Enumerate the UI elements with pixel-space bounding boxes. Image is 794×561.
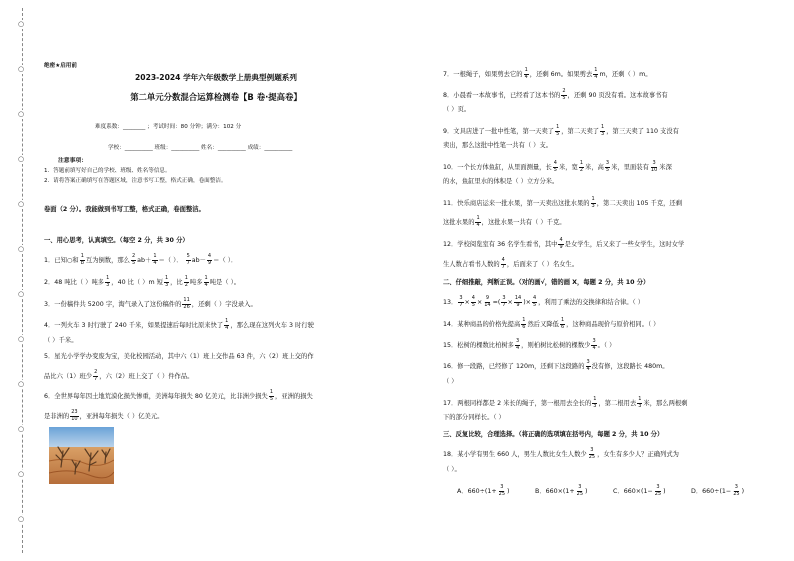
binding-mark: ○ (18, 470, 25, 478)
option-d: D．660÷(1− $\frac{3}{25}$ ) (691, 484, 745, 497)
student-info: 学校：__________ 班级：__________ 姓名：__________ 成绩：__________ (108, 145, 293, 151)
question-17-cont: 下的部分同样长。（ ） (443, 414, 505, 421)
binding-mark: ○ (18, 155, 25, 163)
section-1-heading: 一、用心思考，认真填空。（每空 2 分，共 30 分） (44, 237, 189, 244)
question-2: 2．48 吨比（ ）吨多 $\frac{1}{3}$ ，40 比（ ）m 短 $\frac{1}{3}$ ，比 $\frac{1}{2}$ 吨多 $\frac{1}{4}$ 吨是（ ）。 (44, 275, 241, 288)
option-b: B．660×(1+ $\frac{3}{25}$ ) (535, 484, 588, 497)
notes-heading: 注意事项： (58, 158, 87, 164)
question-5: 5．星光小学学办变废为宝，美化校园活动，其中六（1）班上交作品 63 件，六（2）班上交的作 (44, 353, 314, 360)
question-11: 11．快乐商店运来一批水果，第一天卖出这批水果的 $\frac{1}{3}$ ，第二天卖出 105 千克，还剩 (443, 196, 683, 209)
question-6-cont: 是非洲的 $\frac{23}{10}$ ，亚洲每年损失（ ）亿美元。 (44, 409, 164, 422)
question-10: 10．一个长方体鱼缸，从里面测量，长 $\frac{4}{5}$ 米，宽 $\frac{1}{2}$ 米，高 $\frac{3}{5}$ 米，里面装有 $\frac{3}{10}$ 米深 (443, 160, 672, 173)
binding-mark: ○ (18, 380, 25, 388)
secret-label: 绝密★启用前 (44, 63, 77, 69)
exam-meta: 难度系数：________ ；考试时间：80 分钟；满分：102 分 (95, 124, 242, 130)
binding-margin (0, 0, 30, 561)
option-c: C．660×(1− $\frac{3}{25}$ ) (613, 484, 666, 497)
question-1: 1．已知○和 $\frac{1}{b}$ 互为倒数，那么 $\frac{2}{5}$ ab＋ $\frac{1}{4}$ ＝（ ）． $\frac{5}{7}$ ab－ $\frac{4}{9}$ ＝（ ）． (44, 253, 238, 266)
question-4: 4．一列火车 3 时行驶了 240 千米，如果提速后每时比原来快了 $\frac{1}{4}$ ，那么现在这列火车 3 时行驶 (44, 318, 314, 331)
page-title: 2023-2024 学年六年级数学上册典型例题系列 (135, 73, 297, 82)
question-7: 7．一根绳子，如果剪去它的 $\frac{1}{4}$ ，还剩 6m。如果剪去 $\frac{1}{4}$ m，还剩（ ）m。 (443, 67, 652, 80)
binding-mark: ○ (18, 290, 25, 298)
section-3-heading: 三、反复比较，合理选择。（将正确的选项填在括号内，每题 2 分，共 10 分） (443, 431, 664, 438)
note-1: 1．答题前填写好自己的学校、班级、姓名等信息。 (44, 168, 171, 174)
question-12-cont: 生人数占看书人数的 $\frac{4}{7}$ ，后面来了（ ）名女生。 (443, 257, 579, 270)
question-3: 3．一份稿件共 5200 字，淘气录入了这份稿件的 $\frac{11}{26}$ ，还剩（ ）字没录入。 (44, 297, 257, 310)
section-2-heading: 二、仔细推敲，判断正误。（对的画√，错的画 X，每题 2 分，共 10 分） (443, 279, 650, 286)
page-subtitle: 第二单元分数混合运算检测卷【B 卷·提高卷】 (130, 92, 302, 102)
question-13: 13． $\frac{3}{7}$ × $\frac{4}{5}$ × $\frac{9}{14}$ =( $\frac{3}{7}$ × $\frac{14}{9}$ )× $\frac{4}{5}$ ，利用了乘法的交换律和结合律。（ ） (443, 295, 645, 308)
question-6: 6．全世界每年因土地荒漠化损失惨重，美洲每年损失 80 亿美元，比非洲少损失 $\frac{1}{5}$ ，亚洲的损失 (44, 389, 313, 402)
neatness-item: 卷面（2 分）。我能做到书写工整，格式正确，卷面整洁。 (44, 206, 205, 213)
desert-photo (49, 427, 114, 484)
binding-mark: ○ (18, 245, 25, 253)
question-14: 14．某种商品的价格先提高 $\frac{1}{6}$ 然后又降低 $\frac{1}{6}$ ，这种商品现价与原价相同。（ ） (443, 317, 660, 330)
question-16: 16．修一段路，已经修了 120m，还剩下这段路的 $\frac{3}{4}$ 没有修，这段路长 480m。 (443, 359, 669, 372)
binding-mark: ○ (18, 515, 25, 523)
binding-mark: ○ (18, 200, 25, 208)
question-4-cont: （ ）千米。 (44, 337, 78, 344)
binding-mark: ○ (18, 425, 25, 433)
binding-mark: ○ (18, 20, 25, 28)
note-2: 2．请将答案正确填写在答题区域，注意书写工整，格式正确，卷面整洁。 (44, 178, 227, 184)
binding-mark: ○ (18, 65, 25, 73)
binding-mark: ○ (18, 110, 25, 118)
question-9-cont: 卖出，那么这批中性笔一共有（ ）支。 (443, 142, 553, 149)
question-10-cont: 的水，鱼缸里水的体积是（ ）立方分米。 (443, 178, 559, 185)
question-18: 18．某小学有男生 660 人，男生人数比女生人数少 $\frac{3}{25}$ ，女生有多少人？正确列式为 (443, 447, 679, 460)
option-a: A．660÷(1+ $\frac{3}{25}$ ) (457, 484, 510, 497)
question-11-cont: 这批水果的 $\frac{1}{4}$ ，这批水果一共有（ ）千克。 (443, 215, 566, 228)
question-17: 17．两根同样都是 2 米长的绳子，第一根用去全长的 $\frac{1}{3}$ ，第二根用去 $\frac{1}{3}$ 米，那么两根剩 (443, 396, 688, 409)
question-8: 8．小晨看一本故事书，已经看了这本书的 $\frac{2}{5}$ ，还剩 90 页没有看。这本故事书有 (443, 88, 668, 101)
question-12: 12．学校阅览室有 36 名学生看书，其中 $\frac{4}{9}$ 是女学生，后又来了一些女学生，这时女学 (443, 237, 685, 250)
question-5-cont: 品比六（1）班少 $\frac{2}{7}$ ，六（2）班上交了（ ）件作品。 (44, 369, 194, 382)
question-9: 9．文具店进了一批中性笔，第一天卖了 $\frac{1}{5}$ ，第二天卖了 $\frac{1}{3}$ ，第三天卖了 110 支没有 (443, 124, 679, 137)
question-18-cont: （ ）。 (443, 466, 461, 473)
question-8-cont: （ ）页。 (443, 106, 471, 113)
question-16-cont: （ ） (443, 378, 458, 385)
binding-mark: ○ (18, 335, 25, 343)
question-15: 15．松树的棵数比柏树多 $\frac{3}{4}$ ，则柏树比松树的棵数少 $\frac{3}{4}$ 。（ ） (443, 338, 616, 351)
